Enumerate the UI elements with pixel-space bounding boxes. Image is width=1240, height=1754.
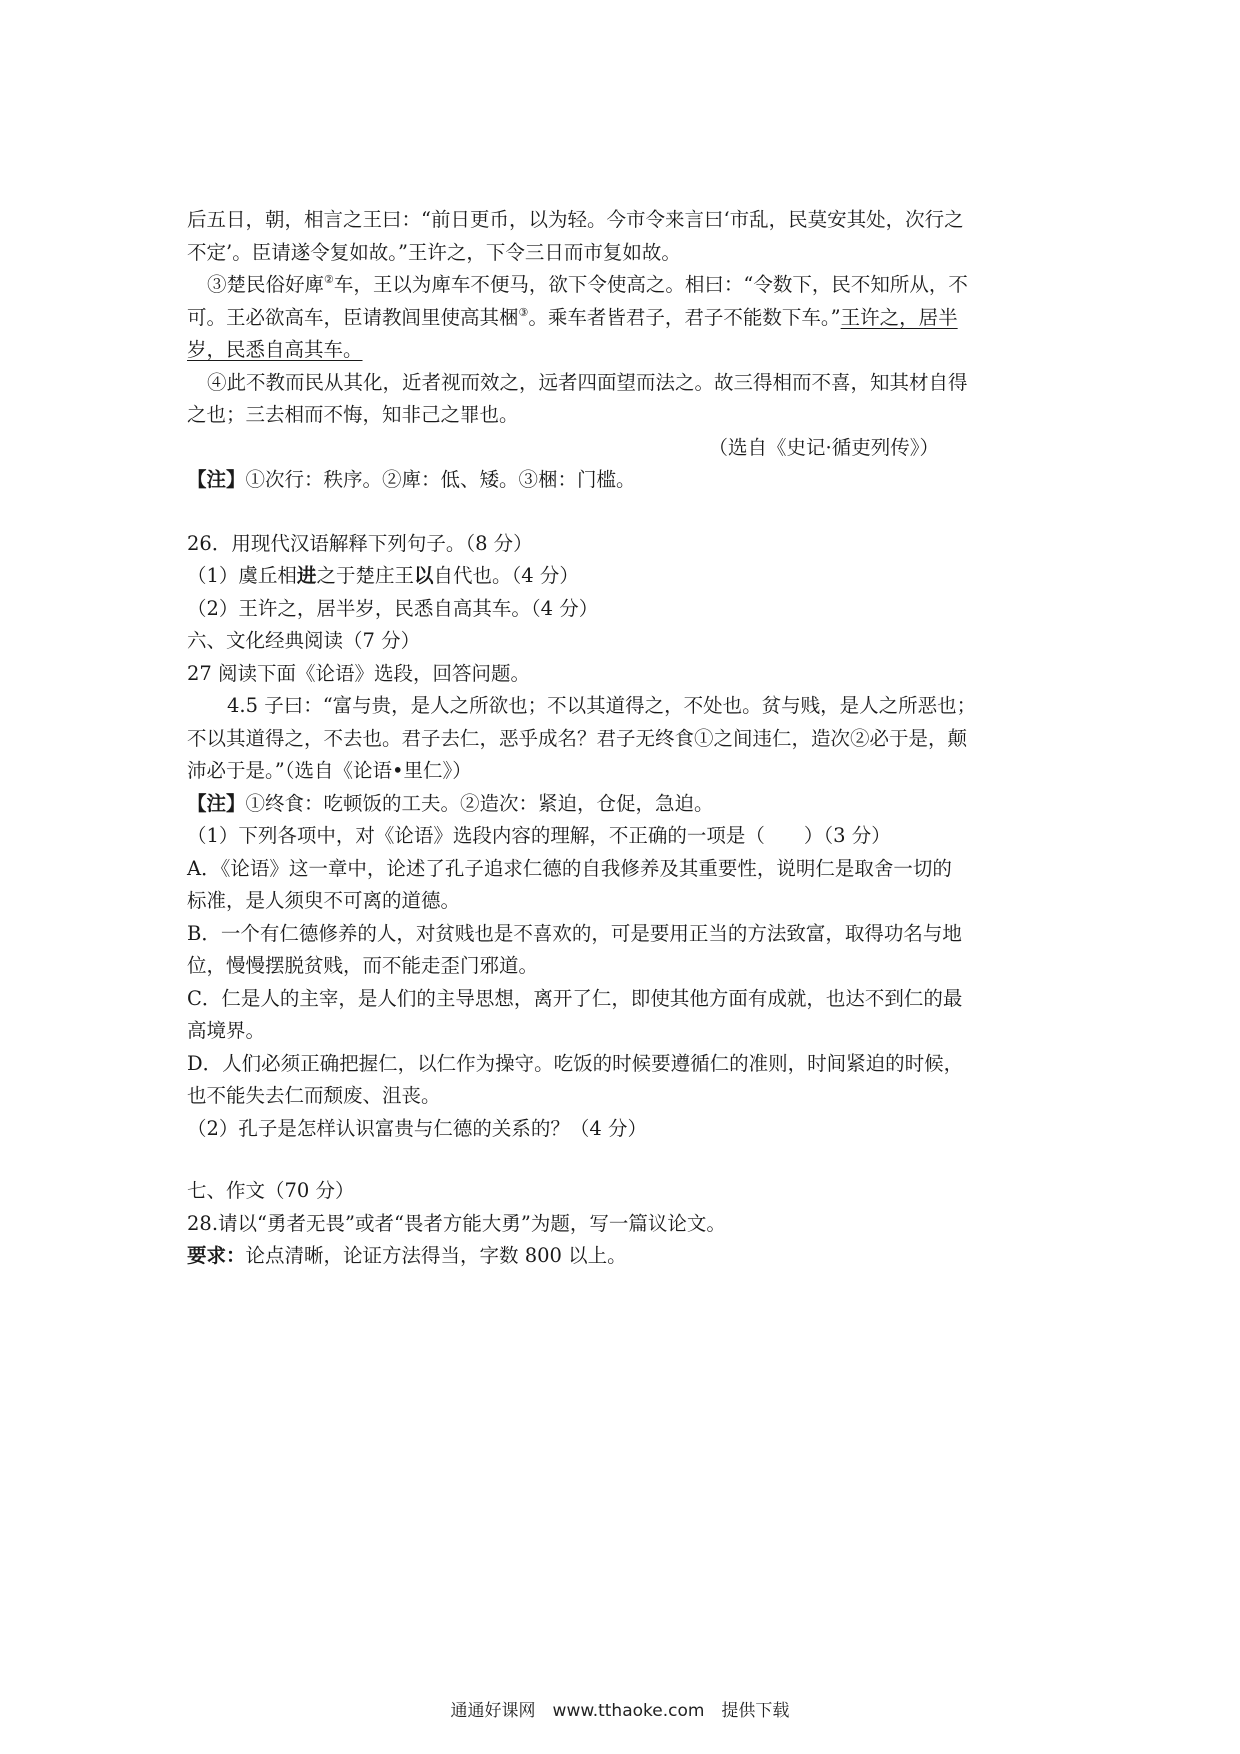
question-27-sub-2: （2）孔子是怎样认识富贵与仁德的关系的？（4 分）	[187, 1116, 648, 1140]
requirement-line	[187, 1240, 1057, 1273]
option-d: D．人们必须正确把握仁，以仁作为操守。吃饭的时候要遵循仁的准则，时间紧迫的时候，	[187, 1051, 964, 1075]
passage-line: ④此不教而民从其化，近者视而效之，远者四面望而法之。故三得相而不喜，知其材自得	[207, 370, 968, 394]
quote-line: 不以其道得之，不去也。君子去仁，恶乎成名？君子无终食①之间违仁，造次②必于是，颠	[187, 726, 968, 750]
option-b: B．一个有仁德修养的人，对贫贱也是不喜欢的，可是要用正当的方法致富，取得功名与地	[187, 921, 962, 945]
note-text: ①终食：吃顿饭的工夫。②造次：紧迫，仓促，急迫。	[245, 791, 714, 815]
passage-text: 可。王必欲高车，臣请教闾里使高其梱	[187, 305, 519, 329]
passage-line: 不定’。臣请遂令复如故。”王许之，下令三日而市复如故。	[187, 240, 681, 264]
passage-line	[187, 302, 1057, 335]
option-a: A．《论语》这一章中，论述了孔子追求仁德的自我修养及其重要性，说明仁是取舍一切的	[187, 856, 952, 880]
question-27-title: 27 阅读下面《论语》选段，回答问题。	[187, 661, 531, 685]
requirement-label: 要求：	[187, 1244, 246, 1267]
footnote-marker: ②	[324, 273, 334, 286]
passage-text: 车，王以为庳车不便马，欲下令使高之。相曰：“令数下，民不知所从，不	[333, 273, 968, 296]
question-27-sub-1: （1）下列各项中，对《论语》选段内容的理解，不正确的一项是（ ）（3 分）	[187, 824, 891, 847]
item-text: （1）虞丘相	[187, 564, 297, 587]
quote-line: 沛必于是。”（选自《论语•里仁》）	[187, 759, 472, 782]
note-line	[187, 788, 1057, 821]
footnote-marker: ③	[518, 305, 529, 319]
passage-line: 后五日，朝，相言之王曰：“前日更币，以为轻。今市令来言曰‘市乱，民莫安其处，次行之	[187, 208, 964, 231]
note-line	[187, 464, 1057, 497]
note-text: ①次行：秩序。②庳：低、矮。③梱：门槛。	[245, 468, 636, 491]
option-a-cont: 标准，是人须臾不可离的道德。	[187, 889, 461, 912]
underlined-sentence: 王许之，居半	[840, 305, 958, 329]
passage-line	[187, 334, 1057, 367]
note-label: 【注】	[187, 468, 246, 491]
passage-text: ③楚民俗好庳	[207, 273, 325, 296]
document-body	[187, 204, 1057, 1273]
source-citation: （选自《史记·循吏列传》）	[708, 435, 939, 459]
question-26-item-2: （2）王许之，居半岁，民悉自高其车。（4 分）	[187, 596, 599, 620]
section-7-title: 七、作文（70 分）	[187, 1179, 355, 1202]
passage-text: 。乘车者皆君子，君子不能数下车。”	[528, 305, 841, 329]
question-26-item-1	[187, 560, 1057, 593]
section-6-title: 六、文化经典阅读（7 分）	[187, 629, 421, 652]
page-footer: 通通好课网 www.tthaoke.com 提供下载	[450, 1701, 790, 1721]
option-b-cont: 位，慢慢摆脱贫贱，而不能走歪门邪道。	[187, 954, 539, 977]
note-label: 【注】	[187, 791, 246, 815]
item-text: 之于楚庄王	[316, 564, 414, 587]
key-word: 进	[296, 564, 317, 587]
item-text: 自代也。（4 分）	[433, 564, 579, 587]
option-c-cont: 高境界。	[187, 1019, 266, 1042]
question-26-title: 26．用现代汉语解释下列句子。（8 分）	[187, 531, 533, 555]
option-d-cont: 也不能失去仁而颓废、沮丧。	[187, 1084, 441, 1107]
passage-line	[187, 269, 1057, 302]
key-word: 以	[413, 564, 434, 587]
requirement-text: 论点清晰，论证方法得当，字数 800 以上。	[245, 1244, 627, 1267]
question-28: 28.请以“勇者无畏”或者“畏者方能大勇”为题，写一篇议论文。	[187, 1211, 726, 1235]
passage-line: 之也；三去相而不悔，知非己之罪也。	[187, 403, 519, 426]
quote-line: 4.5 子曰：“富与贵，是人之所欲也；不以其道得之，不处也。贫与贱，是人之所恶也；	[227, 694, 977, 717]
option-c: C．仁是人的主宰，是人们的主导思想，离开了仁，即使其他方面有成就，也达不到仁的最	[187, 986, 963, 1010]
underlined-sentence: 岁，民悉自高其车。	[187, 338, 363, 361]
